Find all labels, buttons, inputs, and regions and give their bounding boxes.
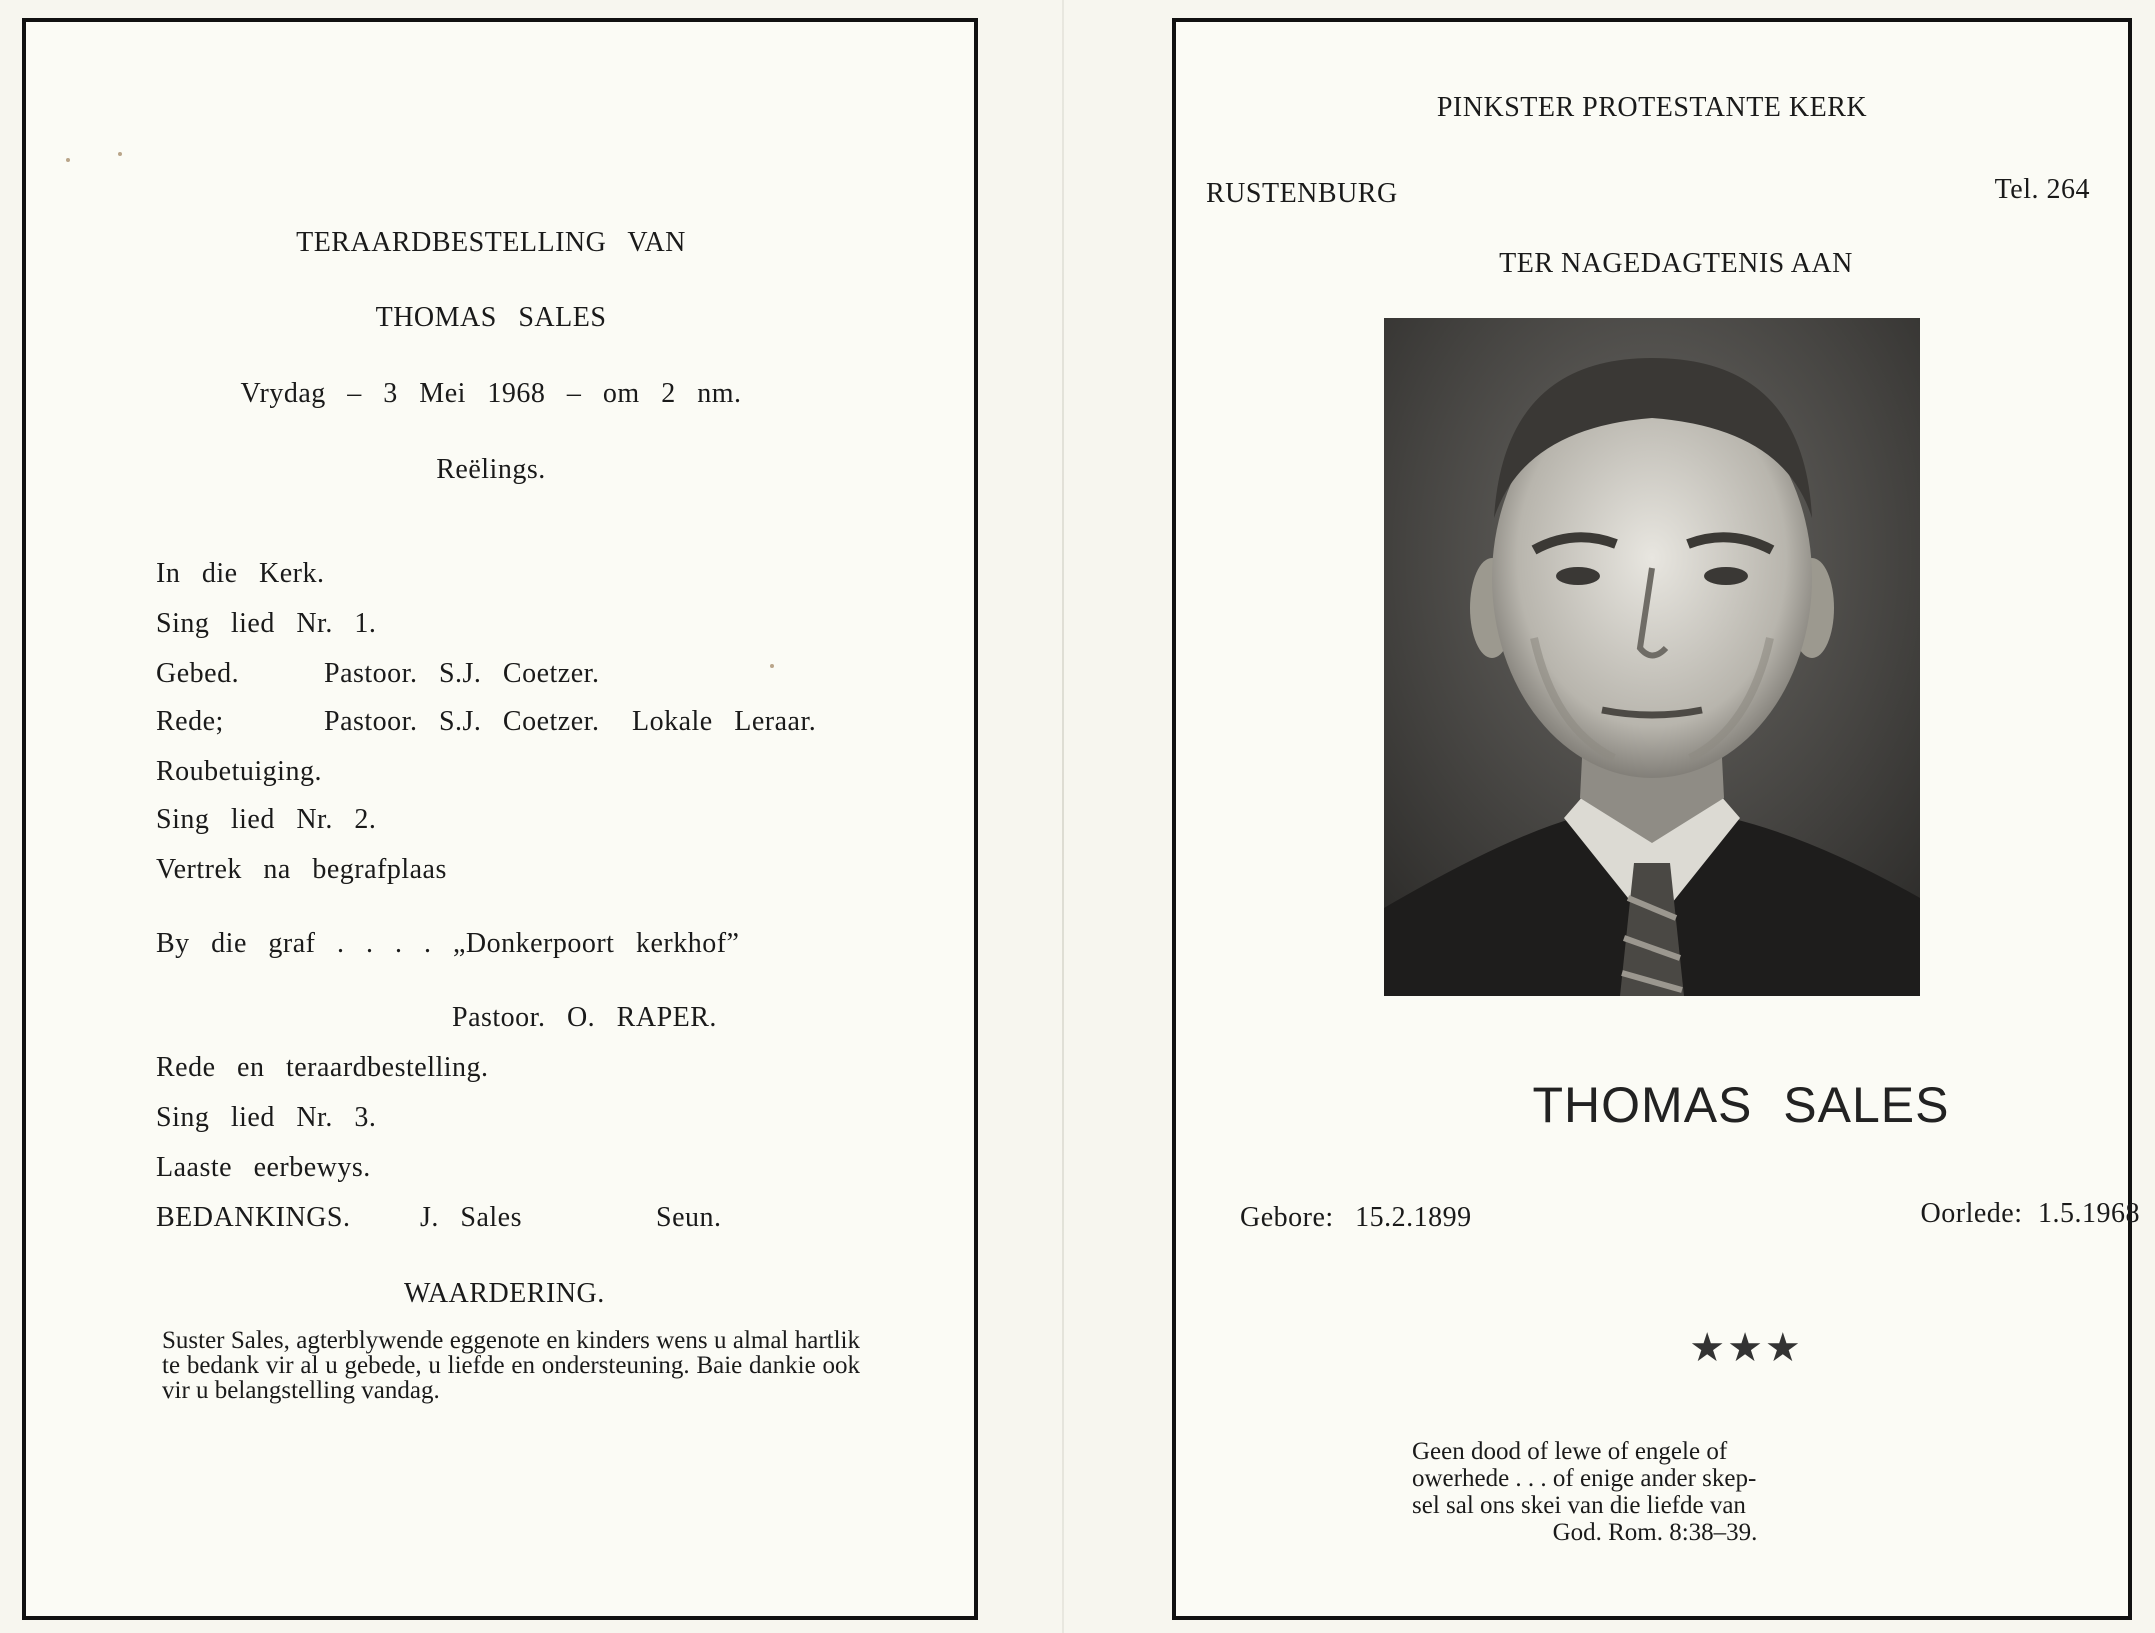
- program-item: [156, 756, 322, 788]
- program-item-role: Lokale Leraar.: [632, 706, 817, 737]
- graveside-item: Rede en teraardbestelling.: [156, 1052, 489, 1083]
- deceased-name: THOMAS SALES: [1532, 1077, 1950, 1133]
- program-item-label: Sing lied Nr. 2.: [156, 804, 377, 835]
- page-fold: [1062, 0, 1064, 1633]
- program-item-label: Vertrek na begrafplaas: [156, 854, 447, 885]
- verse-line: sel sal ons skei van die liefde van: [1412, 1492, 1746, 1519]
- program-item-label: In die Kerk.: [156, 558, 325, 589]
- program-item-label: Gebed.: [156, 658, 240, 689]
- funeral-heading: TERAARDBESTELLING VAN: [296, 227, 686, 258]
- memorial-panel: [1172, 18, 2140, 1620]
- arrangements-heading: Reëlings.: [436, 454, 546, 485]
- verse-line: owerhede . . . of enige ander skep-: [1412, 1465, 1757, 1492]
- thanks-relation: Seun.: [656, 1202, 722, 1233]
- program-item: [156, 558, 325, 590]
- service-date: Vrydag – 3 Mei 1968 – om 2 nm.: [240, 378, 742, 409]
- appreciation-text: Suster Sales, agterblywende eggenote en kinders wens u almal hartlik te bedank vir al u gebede, u liefde en ondersteuning. Baie dankie ook vir u belangstelling vandag.: [162, 1327, 860, 1404]
- death-date: Oorlede: 1.5.1968: [1920, 1198, 2140, 1229]
- graveside-item: Laaste eerbewys.: [156, 1152, 371, 1183]
- paper-speck: [118, 152, 122, 156]
- thanks-label: BEDANKINGS.: [156, 1202, 351, 1233]
- program-item-label: Rede;: [156, 706, 224, 737]
- deceased-name-heading: THOMAS SALES: [375, 302, 607, 333]
- appreciation-title: WAARDERING.: [404, 1278, 605, 1309]
- program-item-officiant: Pastoor. S.J. Coetzer.: [324, 658, 600, 689]
- scripture-verse: [1412, 1438, 1898, 1546]
- thanks-name: J. Sales: [420, 1202, 522, 1233]
- graveside-pastor: Pastoor. O. RAPER.: [452, 1002, 717, 1033]
- program-item: [156, 706, 896, 738]
- program-item: [156, 854, 447, 886]
- program-item: [156, 804, 376, 836]
- program-item-label: Sing lied Nr. 1.: [156, 608, 377, 639]
- portrait-photo: [1384, 318, 1920, 996]
- graveside-location: By die graf . . . . „Donkerpoort kerkhof”: [156, 928, 740, 959]
- church-city: RUSTENBURG: [1206, 178, 1398, 209]
- man-portrait-photo-icon: [1384, 318, 1920, 996]
- church-telephone: Tel. 264: [1994, 174, 2090, 205]
- program-item-label: Roubetuiging.: [156, 756, 322, 787]
- program-item-officiant: Pastoor. S.J. Coetzer.: [324, 706, 600, 737]
- thanks-row: [156, 1202, 896, 1234]
- stars-ornament: ★★★: [1689, 1325, 1803, 1370]
- program-item: [156, 608, 376, 640]
- in-memory-heading: TER NAGEDAGTENIS AAN: [1499, 248, 1853, 279]
- paper-speck: [770, 664, 774, 668]
- church-name: PINKSTER PROTESTANTE KERK: [1436, 92, 1868, 123]
- program-panel: [22, 18, 978, 1620]
- verse-line: God. Rom. 8:38–39.: [1552, 1519, 1758, 1546]
- birth-date: Gebore: 15.2.1899: [1240, 1202, 1472, 1233]
- program-item: [156, 658, 896, 690]
- paper-speck: [66, 158, 70, 162]
- verse-line: Geen dood of lewe of engele of: [1412, 1438, 1728, 1465]
- graveside-item: Sing lied Nr. 3.: [156, 1102, 377, 1133]
